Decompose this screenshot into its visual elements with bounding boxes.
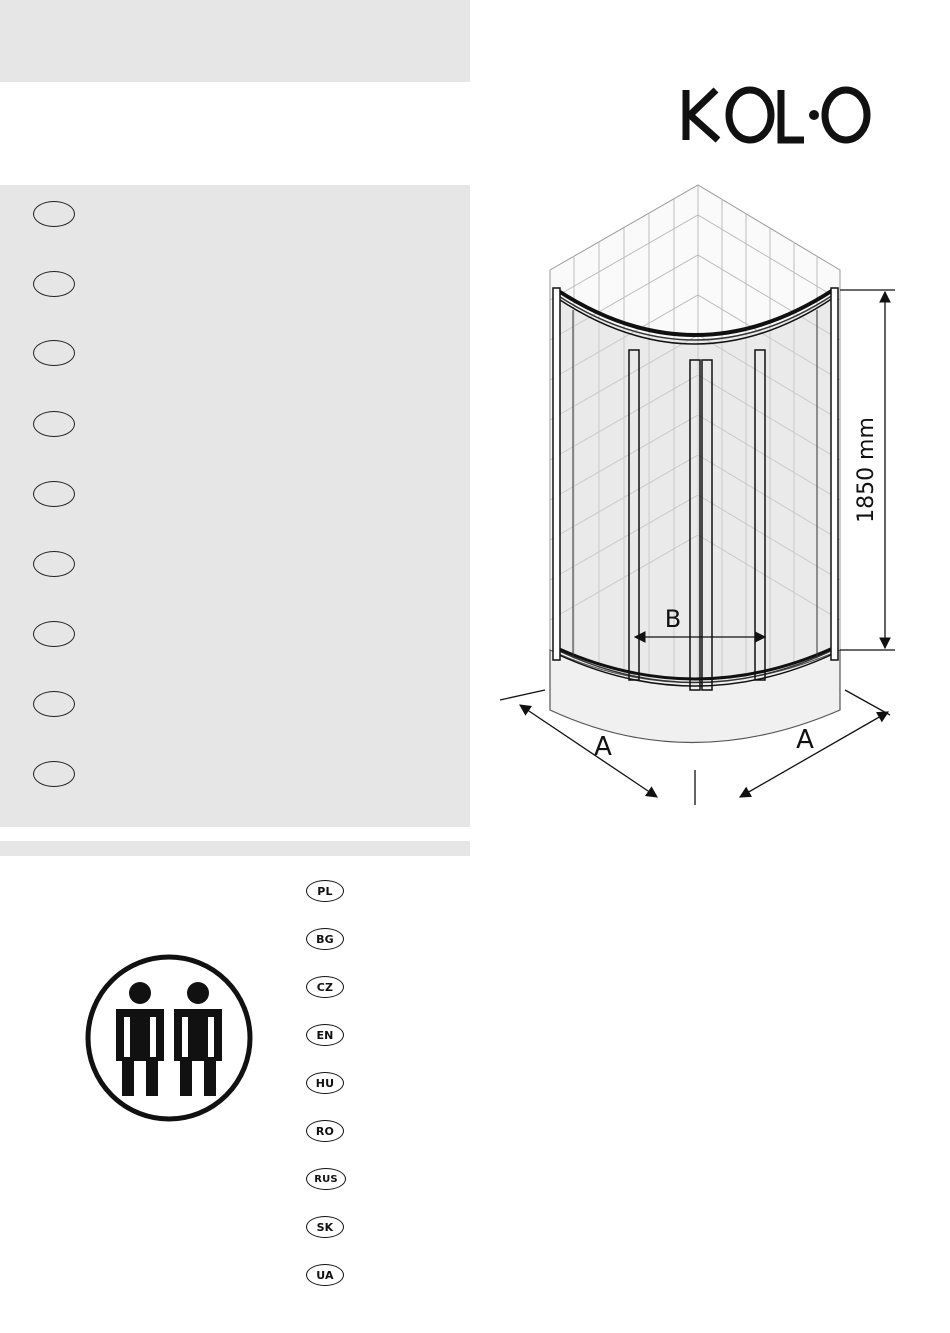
language-badge-ro: RO [306,1120,344,1142]
empty-language-badge [33,201,75,227]
language-badge-pl: PL [306,880,344,902]
side-label-left: A [594,732,612,762]
side-label-right: A [796,725,814,755]
empty-language-badge [33,481,75,507]
door-width-label: B [664,605,682,633]
language-badge-ua: UA [306,1264,344,1286]
empty-language-badge [33,411,75,437]
language-badge-cz: CZ [306,976,344,998]
glass-panels [553,288,838,690]
two-person-icon [84,953,254,1123]
divider-gray-band [0,841,470,856]
empty-language-badge [33,621,75,647]
language-badge-bg: BG [306,928,344,950]
language-description-panel [0,185,470,827]
language-badge-rus: RUS [306,1168,346,1190]
shower-enclosure-diagram [495,180,925,820]
language-badge-hu: HU [306,1072,344,1094]
top-gray-band [0,0,470,82]
empty-language-badge [33,340,75,366]
empty-language-badge [33,271,75,297]
height-label: 1850 mm [854,417,879,523]
empty-language-badge [33,691,75,717]
language-badge-sk: SK [306,1216,344,1238]
empty-language-badge [33,761,75,787]
empty-language-badge [33,551,75,577]
language-badge-en: EN [306,1024,344,1046]
brand-logo [676,82,876,152]
